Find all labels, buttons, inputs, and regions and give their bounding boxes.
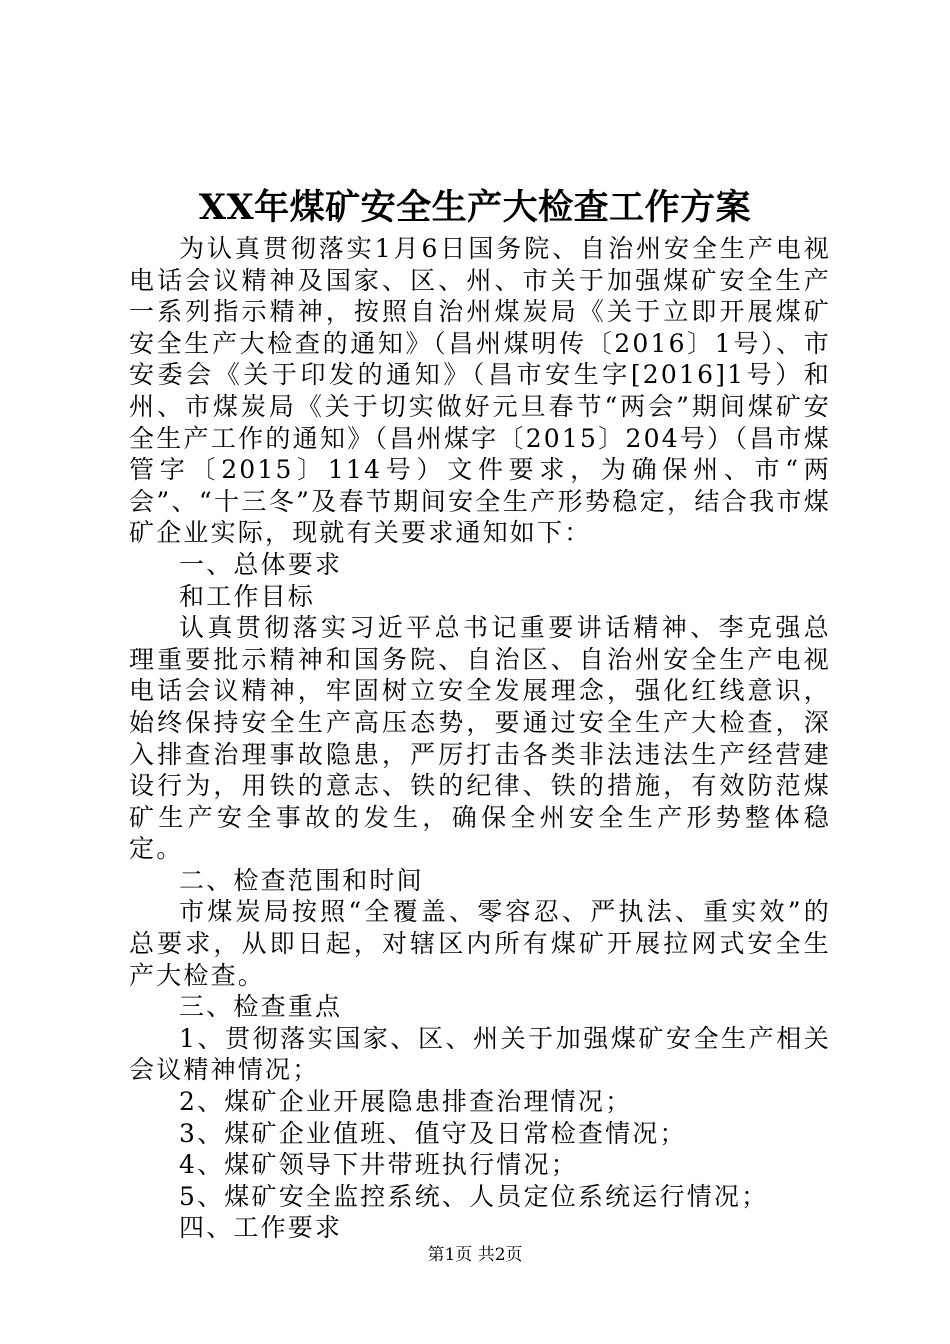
- section-1-paragraph: 认真贯彻落实习近平总书记重要讲话精神、李克强总理重要批示精神和国务院、自治区、自治州安全生产电视电话会议精神，牢固树立安全发展理念，强化红线意识，始终保持安全生产高压态势，要通过安全生产大检查，深入排查治理事故隐患，严厉打击各类非法违法生产经营建设行为，用铁的意志、铁的纪律、铁的措施，有效防范煤矿生产安全事故的发生，确保全州安全生产形势整体稳定。: [129, 613, 831, 864]
- document-title: XX年煤矿安全生产大检查工作方案: [198, 187, 752, 228]
- page-indicator: 第1页 共2页: [427, 1245, 523, 1265]
- section-heading-3: 三、检查重点: [179, 992, 343, 1022]
- intro-paragraph: 为认真贯彻落实1月6日国务院、自治州安全生产电视电话会议精神及国家、区、州、市关于加强煤矿安全生产一系列指示精神，按照自治州煤炭局《关于立即开展煤矿安全生产大检查的通知》（昌州煤明传〔2016〕1号）、市安委会《关于印发的通知》（昌市安生字[2016]1号）和州、市煤炭局《关于切实做好元旦春节“两会”期间煤矿安全生产工作的通知》（昌州煤字〔2015〕204号）（昌市煤管字〔2015〕114号）文件要求，为确保州、市“两会”、“十三冬”及春节期间安全生产形势稳定，结合我市煤矿企业实际，现就有关要求通知如下：: [129, 234, 831, 548]
- inspection-item-2: 2、煤矿企业开展隐患排查治理情况；: [179, 1087, 633, 1117]
- section-heading-1: 一、总体要求: [179, 549, 343, 579]
- section-heading-2: 二、检查范围和时间: [179, 865, 424, 895]
- section-2-paragraph: 市煤炭局按照“全覆盖、零容忍、严执法、重实效”的总要求，从即日起，对辖区内所有煤矿开展拉网式安全生产大检查。: [129, 897, 831, 990]
- document-body: [129, 233, 831, 1244]
- inspection-item-1: 1、贯彻落实国家、区、州关于加强煤矿安全生产相关会议精神情况；: [129, 1023, 831, 1085]
- inspection-item-5: 5、煤矿安全监控系统、人员定位系统运行情况；: [179, 1181, 769, 1211]
- inspection-item-4: 4、煤矿领导下井带班执行情况；: [179, 1150, 578, 1180]
- section-heading-4: 四、工作要求: [179, 1213, 343, 1243]
- inspection-item-3: 3、煤矿企业值班、值守及日常检查情况；: [179, 1118, 687, 1148]
- section-heading-1-continued: 和工作目标: [179, 581, 316, 611]
